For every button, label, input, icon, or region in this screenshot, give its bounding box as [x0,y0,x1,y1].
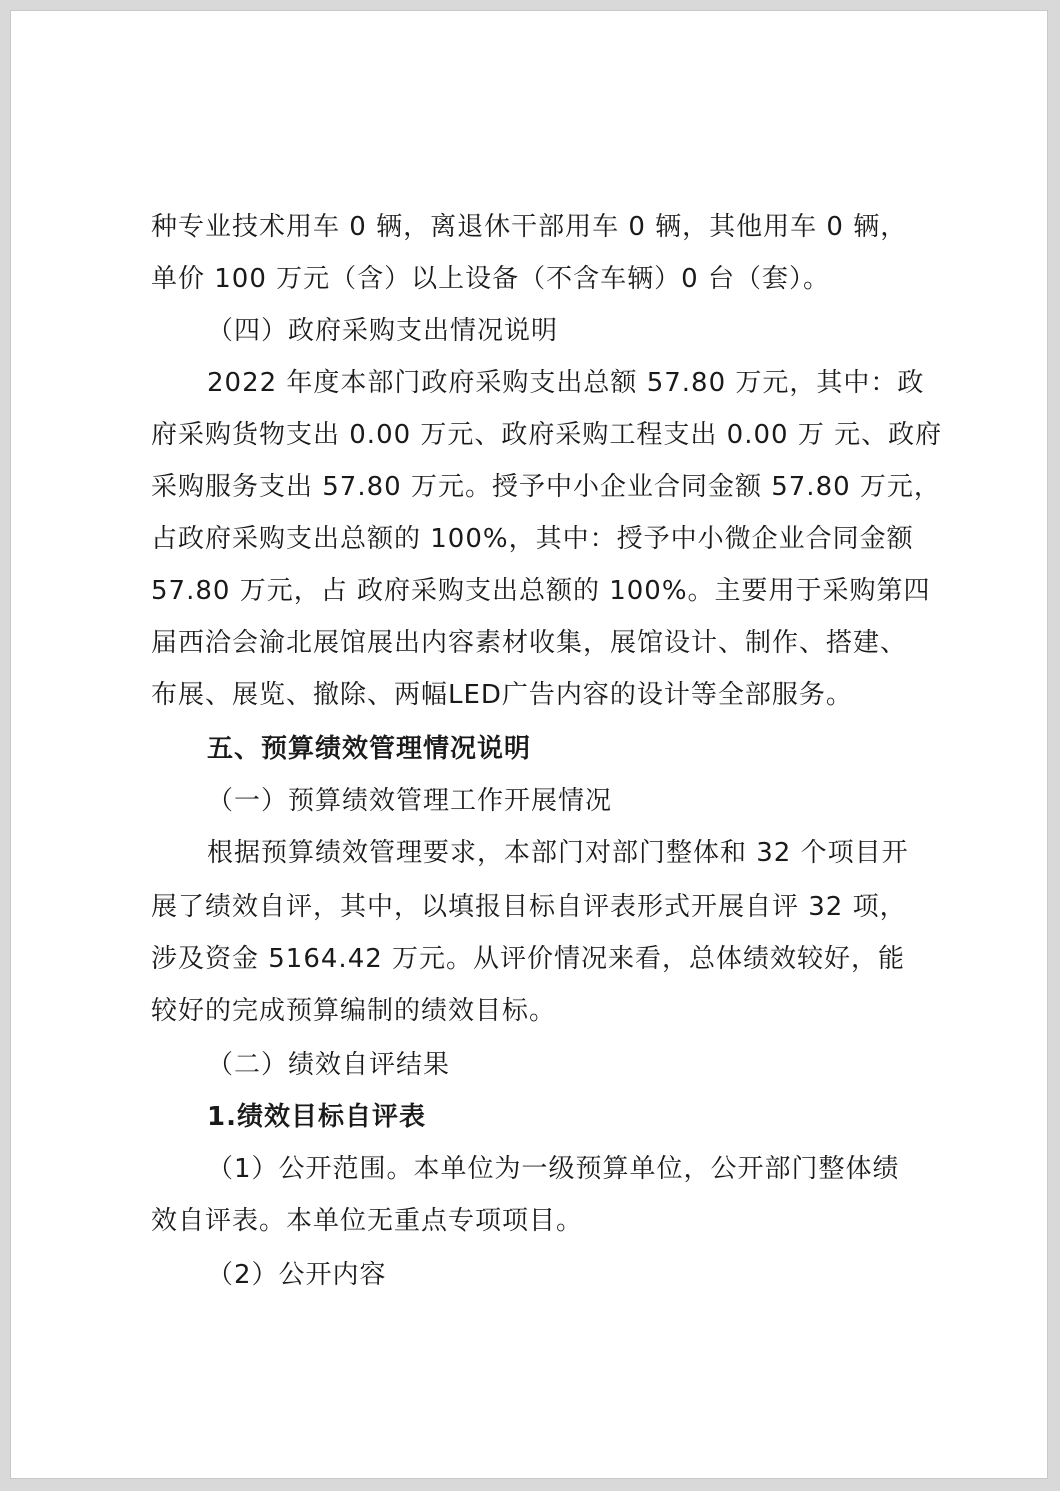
paragraph-line: 采购服务支出 57.80 万元。授予中小企业合同金额 57.80 万元， [151,472,941,502]
section-heading: （四）政府采购支出情况说明 [207,316,559,346]
paragraph-line: 展了绩效自评，其中，以填报目标自评表形式开展自评 32 项， [151,892,907,922]
paragraph-line: 布展、展览、撤除、两幅LED广告内容的设计等全部服务。 [151,680,853,710]
paragraph-line: 府采购货物支出 0.00 万元、政府采购工程支出 0.00 万 元、政府 [151,420,943,450]
paragraph-line: 单价 100 万元（含）以上设备（不含车辆）0 台（套）。 [151,264,830,294]
subsection-heading: 1.绩效目标自评表 [207,1102,426,1132]
paragraph-line: 根据预算绩效管理要求，本部门对部门整体和 32 个项目开 [207,838,909,868]
section-heading: （一）预算绩效管理工作开展情况 [207,786,613,816]
paragraph-line: 届西洽会渝北展馆展出内容素材收集，展馆设计、制作、搭建、 [151,628,908,658]
paragraph-line: 57.80 万元，占 政府采购支出总额的 100%。主要用于采购第四 [151,576,931,606]
paragraph-line: 2022 年度本部门政府采购支出总额 57.80 万元，其中：政 [207,368,925,398]
paragraph-line: （2）公开内容 [207,1260,387,1290]
paragraph-line: 占政府采购支出总额的 100%，其中：授予中小微企业合同金额 [151,524,914,554]
section-heading: （二）绩效自评结果 [207,1050,451,1080]
paragraph-line: 涉及资金 5164.42 万元。从评价情况来看，总体绩效较好，能 [151,944,906,974]
paragraph-line: 效自评表。本单位无重点专项项目。 [151,1206,584,1236]
document-page [10,10,1048,1479]
paragraph-line: 种专业技术用车 0 辆，离退休干部用车 0 辆，其他用车 0 辆， [151,212,908,242]
paragraph-line: 较好的完成预算编制的绩效目标。 [151,996,557,1026]
chapter-heading: 五、预算绩效管理情况说明 [207,734,532,764]
paragraph-line: （1）公开范围。本单位为一级预算单位，公开部门整体绩 [207,1154,900,1184]
